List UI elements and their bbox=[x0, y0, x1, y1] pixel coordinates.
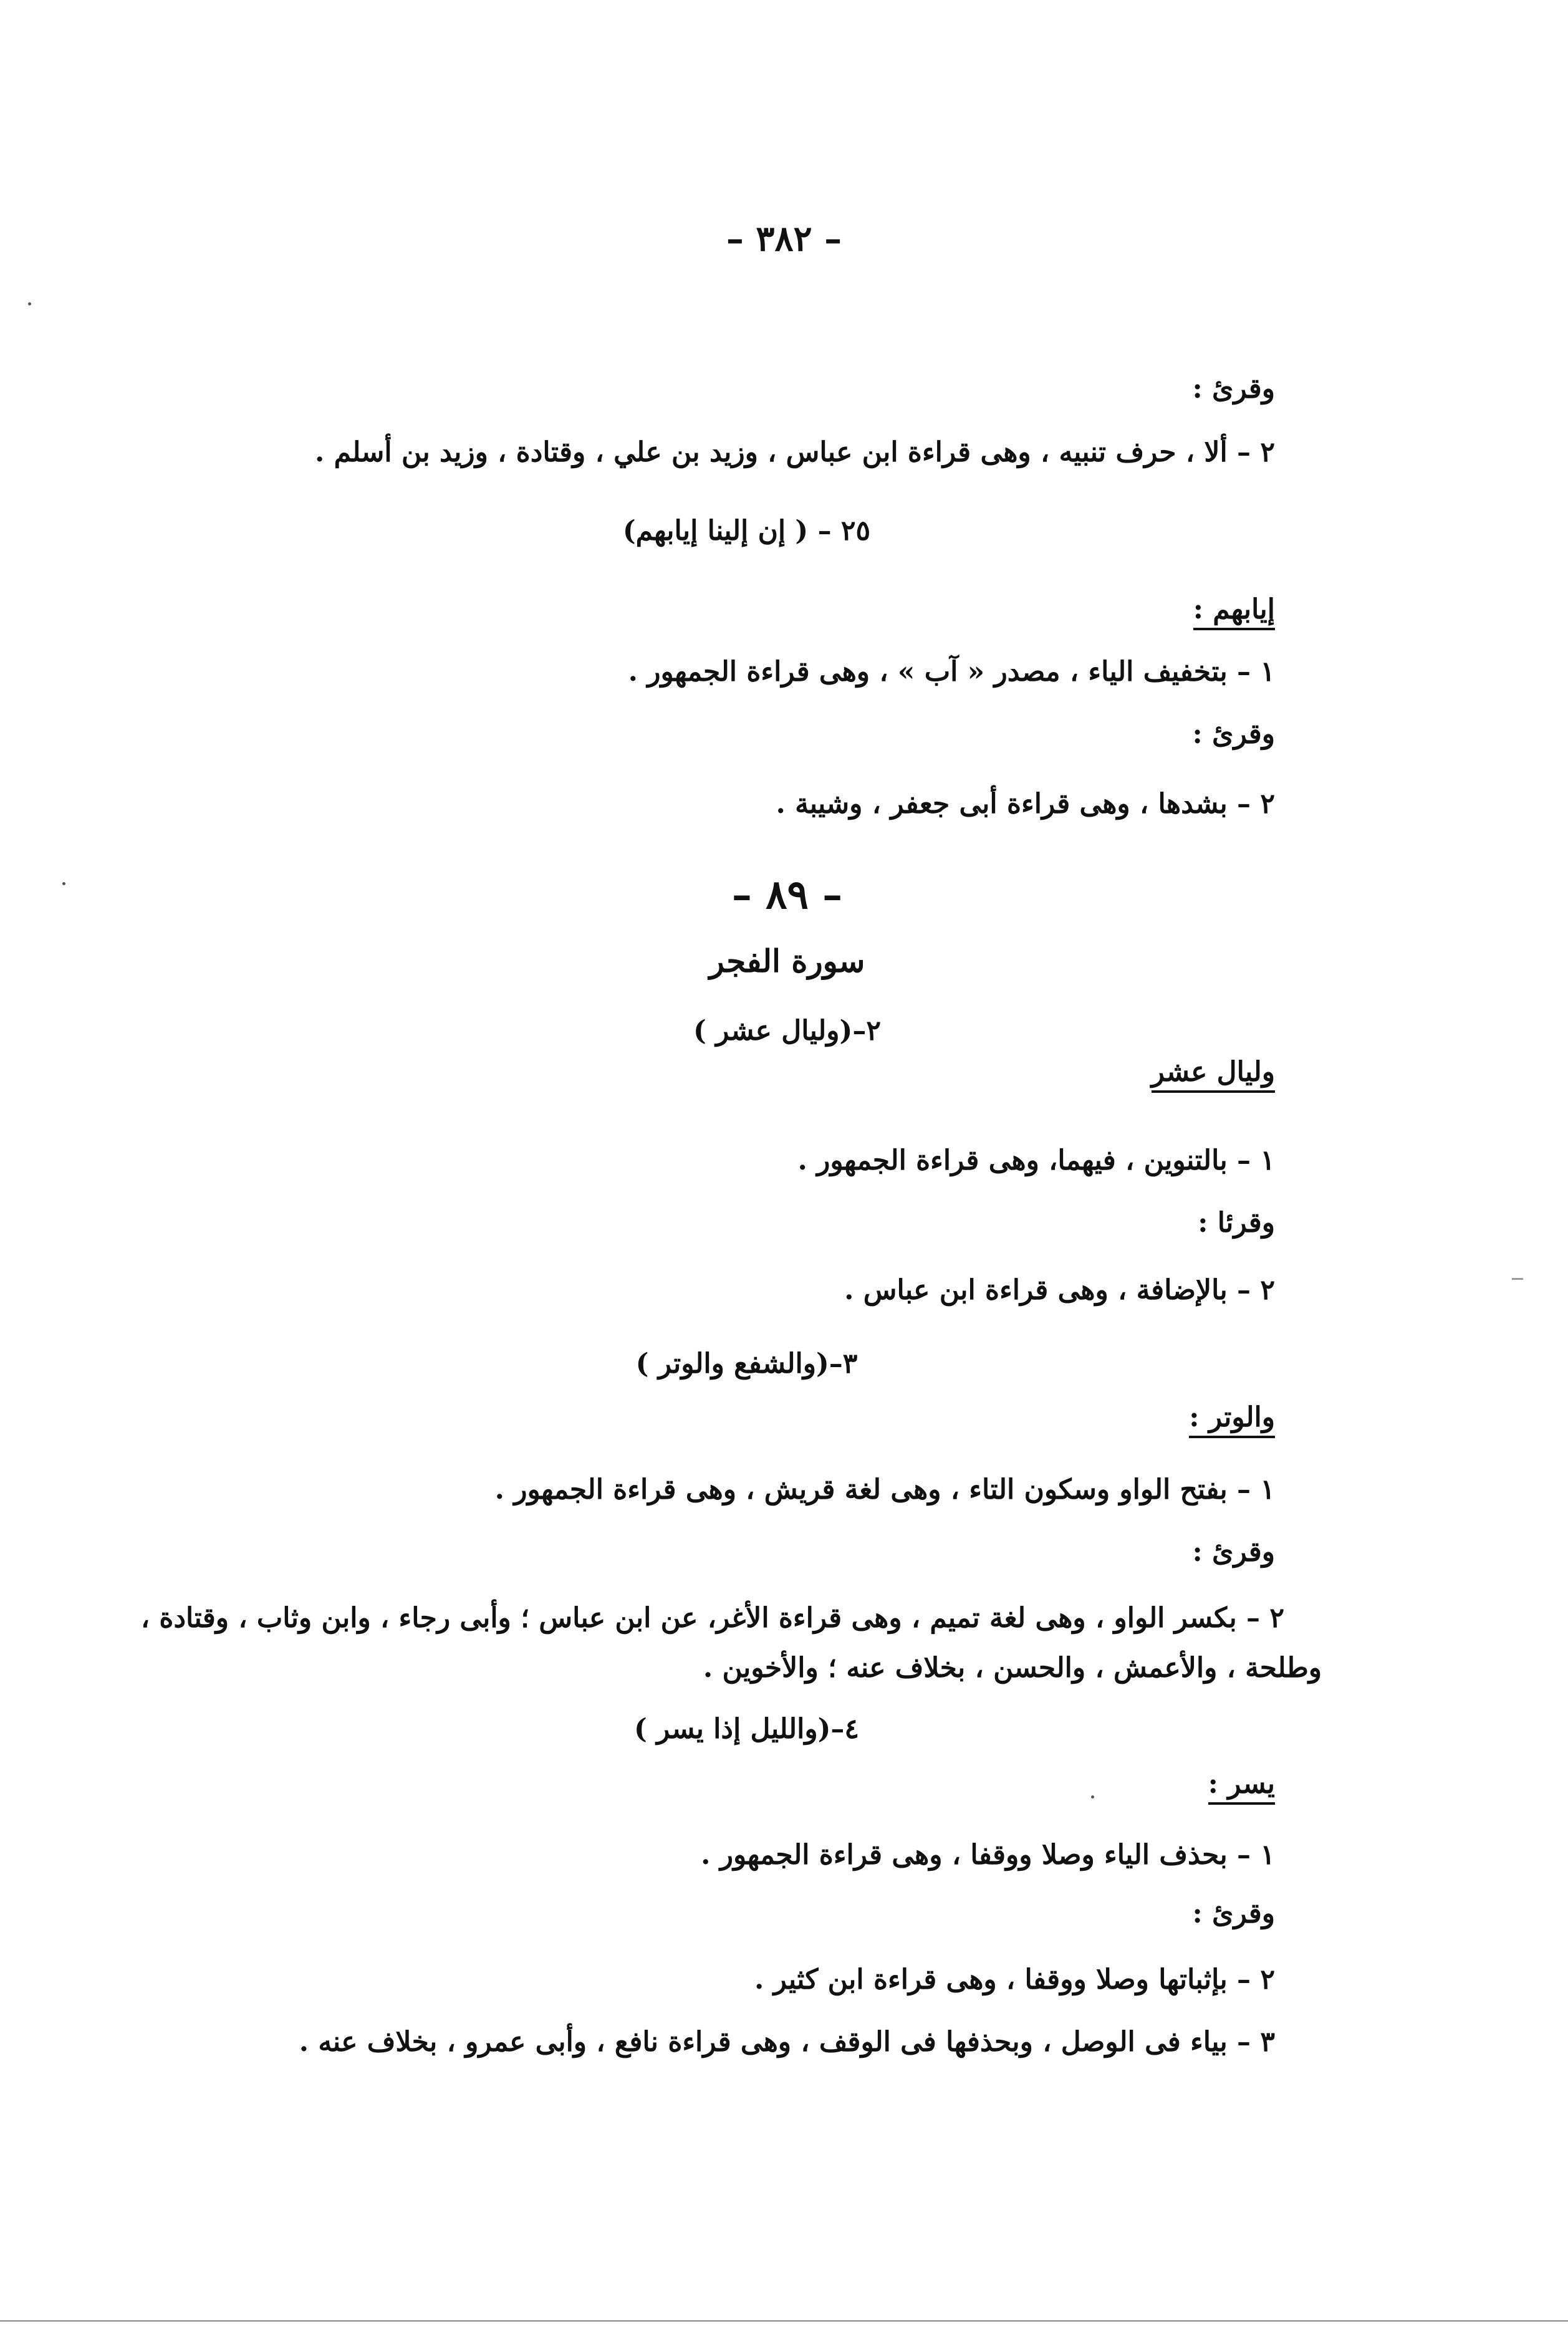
word-heading: يسر : bbox=[1208, 1768, 1275, 1805]
verse-heading: ٤–(والليل إذا يسر ) bbox=[633, 1713, 860, 1745]
scan-speck bbox=[28, 302, 31, 305]
label-wa-qurie-2: وقرئ : bbox=[1192, 718, 1275, 750]
reading-line: ٢ – بكسر الواو ، وهى لغة تميم ، وهى قراءة الأغر، عن ابن عباس ؛ وأبى رجاء ، وابن وثاب ، وقتادة ، bbox=[140, 1602, 1284, 1634]
reading-line: ١ – بتخفيف الياء ، مصدر « آب » ، وهى قراءة الجمهور . bbox=[628, 656, 1275, 688]
page-bottom-edge bbox=[0, 2320, 1568, 2322]
reading-line: ١ – بفتح الواو وسكون التاء ، وهى لغة قريش ، وهى قراءة الجمهور . bbox=[494, 1474, 1275, 1506]
word-heading: وليال عشر bbox=[1152, 1056, 1275, 1093]
reading-line-continued: وطلحة ، والأعمش ، والحسن ، بخلاف عنه ؛ والأخوين . bbox=[703, 1652, 1322, 1684]
verse-heading: ٣–(والشفع والوتر ) bbox=[635, 1348, 858, 1380]
word-heading: إيابهم : bbox=[1193, 593, 1275, 630]
label-wa-qurie-5: وقرئ : bbox=[1192, 1898, 1275, 1929]
verse-heading: ٢–(وليال عشر ) bbox=[693, 1015, 881, 1047]
label-wa-qurie-1: وقرئ : bbox=[1192, 373, 1275, 405]
surah-title: سورة الفجر bbox=[709, 943, 865, 979]
scan-speck bbox=[62, 882, 65, 885]
label-wa-qurie-4: وقرئ : bbox=[1192, 1536, 1275, 1568]
scan-speck bbox=[1512, 1278, 1523, 1280]
scan-speck bbox=[1091, 1795, 1094, 1799]
reading-line: ١ – بالتنوين ، فيهما، وهى قراءة الجمهور . bbox=[797, 1145, 1275, 1176]
reading-line: ٢ – بشدها ، وهى قراءة أبى جعفر ، وشيبة . bbox=[776, 788, 1275, 820]
reading-line: ٣ – بياء فى الوصل ، وبحذفها فى الوقف ، وهى قراءة نافع ، وأبى عمرو ، بخلاف عنه . bbox=[299, 2026, 1275, 2058]
page-number: – ٣٨٢ – bbox=[726, 218, 842, 259]
surah-number: – ٨٩ – bbox=[731, 872, 843, 918]
reading-line: ٢ – بالإضافة ، وهى قراءة ابن عباس . bbox=[844, 1274, 1275, 1306]
label-wa-qurie-3: وقرئا : bbox=[1198, 1207, 1275, 1239]
word-heading: والوتر : bbox=[1189, 1401, 1275, 1438]
reading-line: ٢ – ألا ، حرف تنبيه ، وهى قراءة ابن عباس ، وزيد بن علي ، وقتادة ، وزيد بن أسلم . bbox=[315, 436, 1275, 468]
reading-line: ٢ – بإثباتها وصلا ووقفا ، وهى قراءة ابن كثير . bbox=[754, 1964, 1275, 1996]
verse-heading: ٢٥ – ( إن إلينا إيابهم) bbox=[622, 515, 871, 547]
reading-line: ١ – بحذف الياء وصلا ووقفا ، وهى قراءة الجمهور . bbox=[701, 1839, 1275, 1871]
